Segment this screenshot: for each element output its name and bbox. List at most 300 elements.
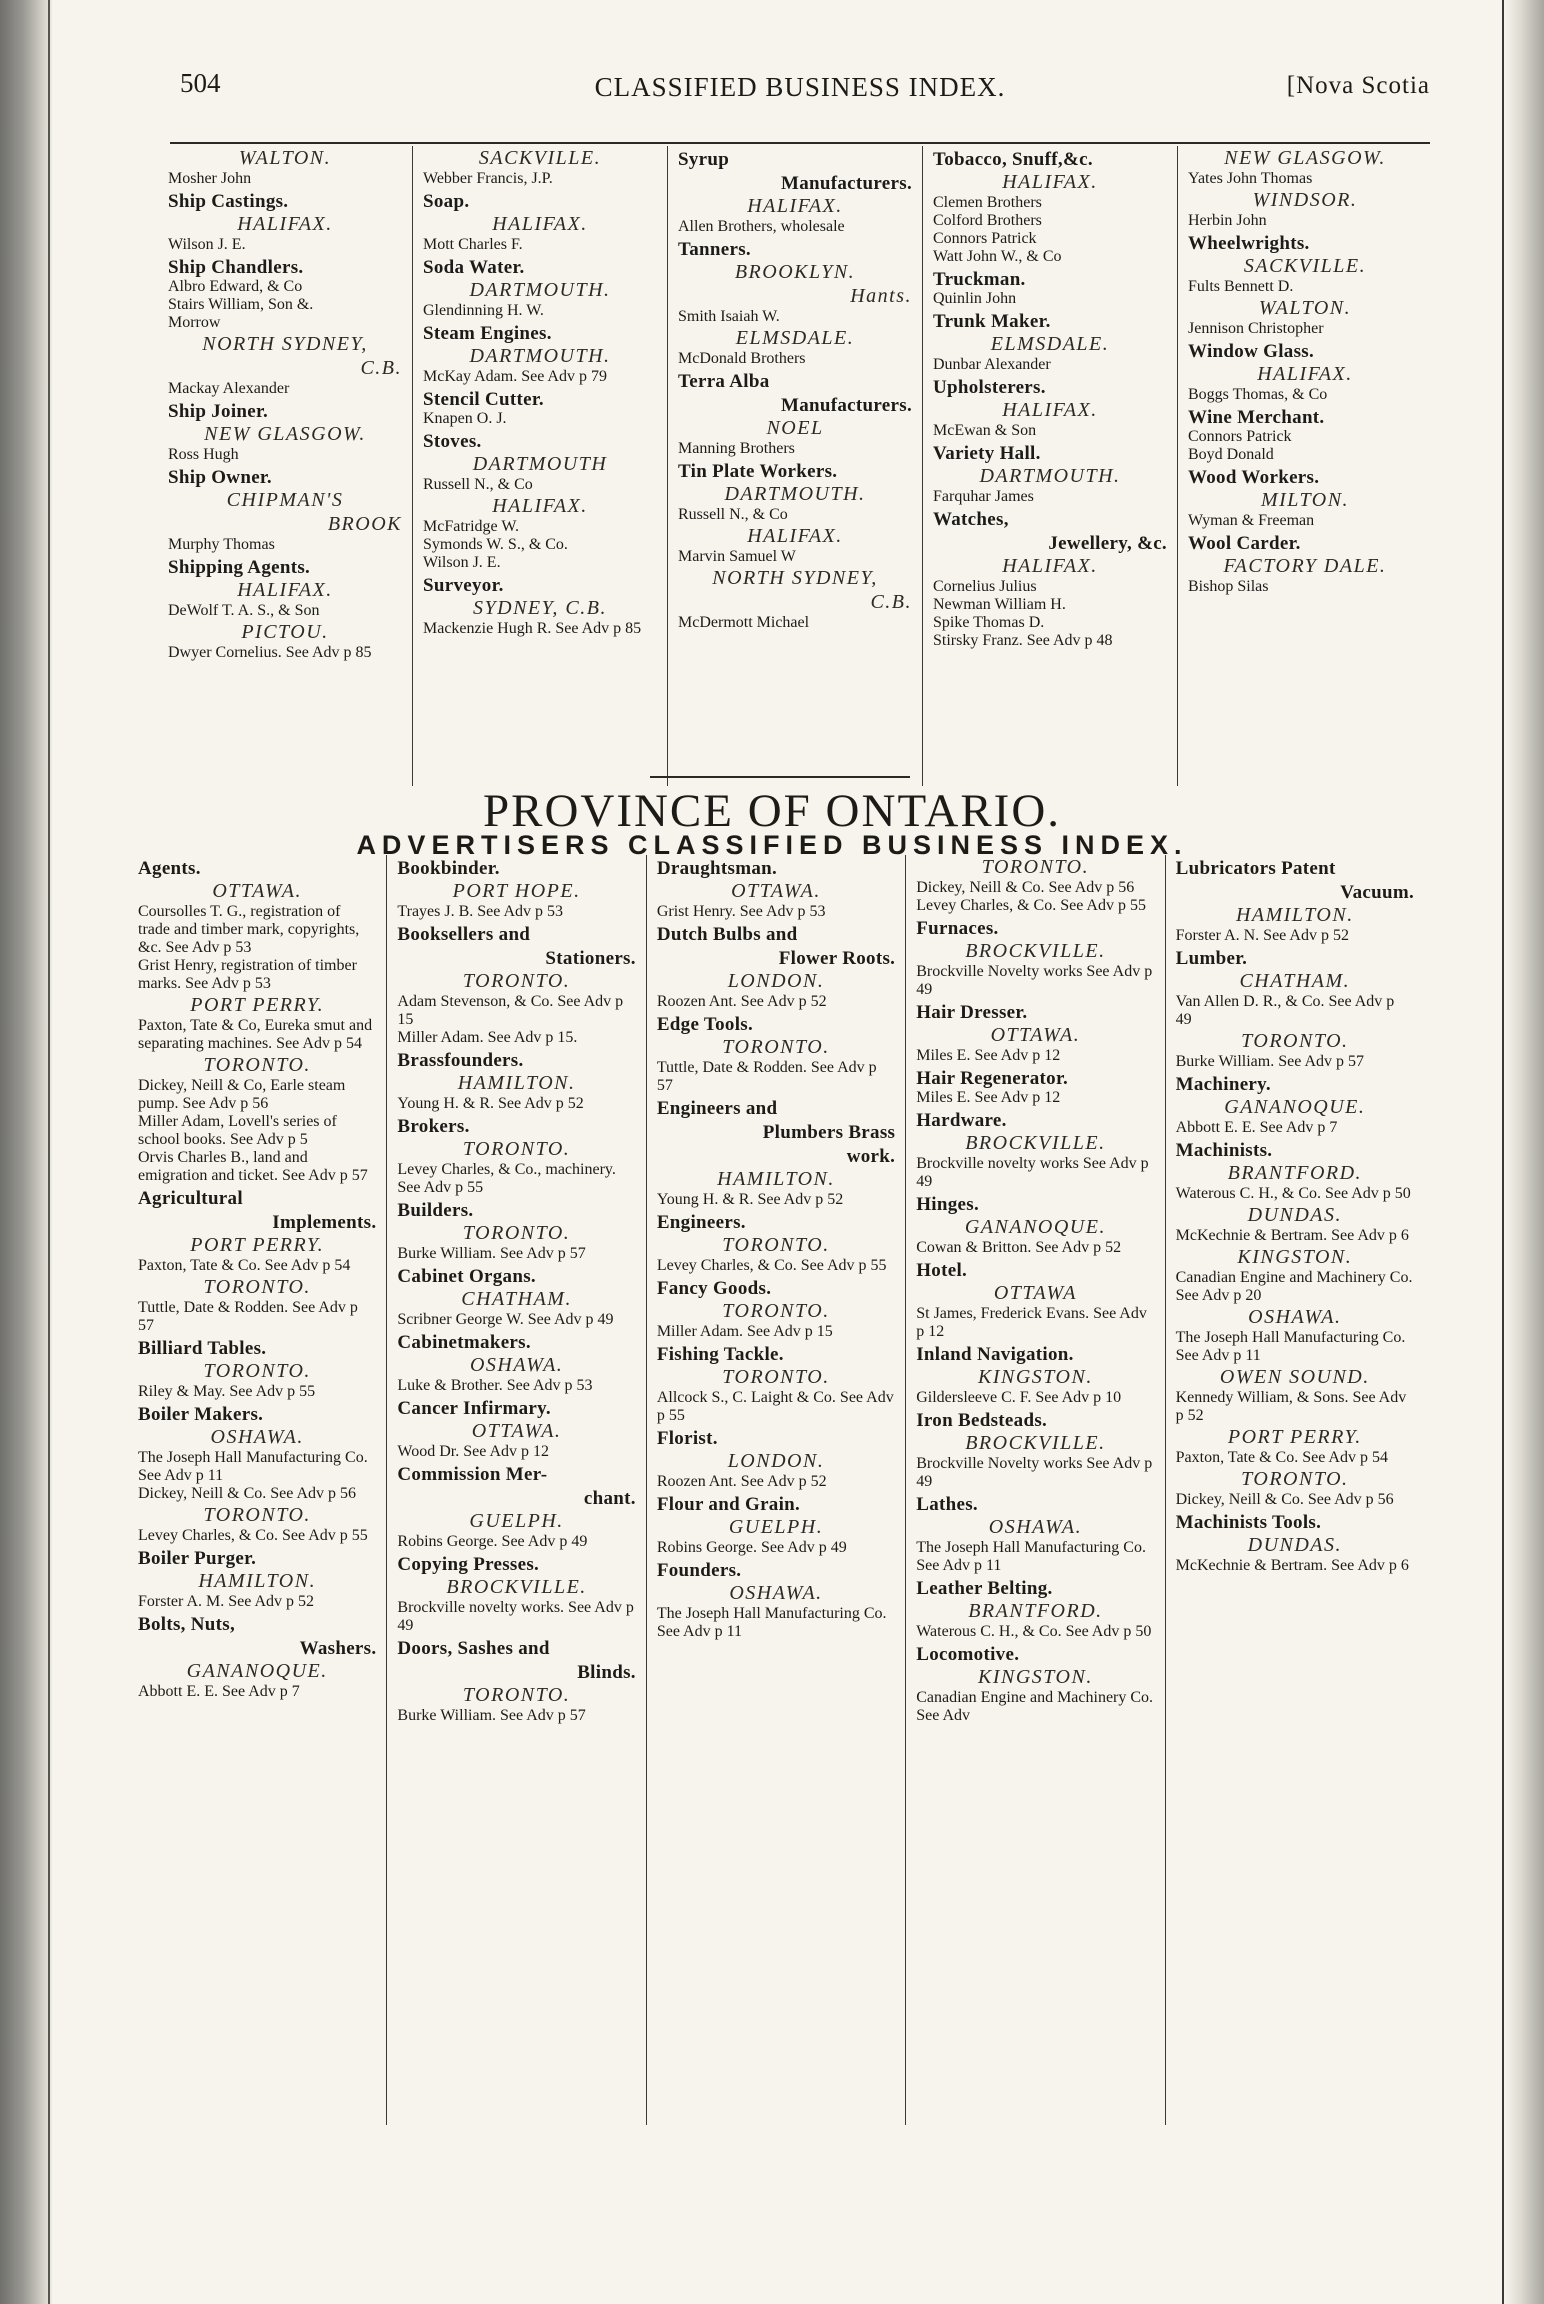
category-heading: Terra Alba [678, 371, 770, 392]
listing-entry: Riley & May. See Adv p 55 [138, 1383, 316, 1400]
listing-entry: The Joseph Hall Manufacturing Co. See Adv p 11 [1175, 1329, 1406, 1364]
town-name: PORT PERRY. [190, 994, 325, 1016]
listing-entry: Paxton, Tate & Co. See Adv p 54 [138, 1257, 351, 1274]
town-name: OTTAWA. [731, 880, 821, 902]
town-name: SYDNEY, C.B. [473, 597, 607, 619]
town-name: HALIFAX. [747, 525, 843, 547]
town-name: NORTH SYDNEY, [712, 567, 878, 589]
listing-entry: McDermott Michael [678, 614, 810, 631]
index-column [922, 146, 1177, 786]
listing-entry: Russell N., & Co [423, 476, 533, 493]
listing-entry: Kennedy William, & Sons. See Adv p 52 [1175, 1389, 1407, 1424]
listing-entry: Symonds W. S., & Co. [423, 536, 568, 553]
listing-entry: Wyman & Freeman [1188, 512, 1315, 529]
listing-entry: Stairs William, Son &. [168, 296, 314, 313]
town-name: DARTMOUTH. [979, 465, 1121, 487]
category-heading: Machinery. [1175, 1074, 1271, 1095]
town-name: OTTAWA. [990, 1024, 1081, 1046]
listing-entry: Canadian Engine and Machinery Co. See Adv p 20 [1175, 1269, 1413, 1304]
town-name: KINGSTON. [1237, 1246, 1353, 1268]
town-name: BROCKVILLE. [965, 1132, 1106, 1154]
category-heading: Fishing Tackle. [656, 1344, 784, 1365]
listing-entry: Luke & Brother. See Adv p 53 [397, 1377, 593, 1394]
category-heading: Tanners. [678, 239, 751, 260]
page-edge-line [1502, 0, 1504, 2304]
town-name: TORONTO. [462, 970, 571, 992]
category-heading: Doors, Sashes and [397, 1638, 550, 1659]
town-name: HAMILTON. [457, 1072, 576, 1094]
region-label: [Nova Scotia [1286, 72, 1430, 99]
category-heading: Boiler Purger. [138, 1548, 257, 1569]
category-heading: Cabinetmakers. [397, 1332, 531, 1353]
category-heading: Jewellery, &c. [1048, 533, 1167, 554]
category-heading: Wood Workers. [1188, 467, 1320, 488]
category-heading: Booksellers and [397, 924, 531, 945]
listing-entry: Van Allen D. R., & Co. See Adv p 49 [1175, 993, 1395, 1028]
listing-entry: Burke William. See Adv p 57 [1175, 1053, 1364, 1070]
listing-entry: Dickey, Neill & Co. See Adv p 56 [138, 1485, 357, 1502]
listing-entry: Robins George. See Adv p 49 [656, 1539, 847, 1556]
town-name: PORT HOPE. [452, 880, 581, 902]
town-name: CHIPMAN'S [226, 489, 344, 511]
listing-entry: Brockville novelty works See Adv p 49 [916, 1155, 1149, 1190]
town-name: OSHAWA. [210, 1426, 304, 1448]
town-name: BROCKVILLE. [446, 1576, 587, 1598]
listing-entry: Dickey, Neill & Co. See Adv p 56 [916, 879, 1135, 896]
category-heading: Bolts, Nuts, [138, 1614, 236, 1635]
category-heading: Implements. [272, 1212, 377, 1233]
town-name: GANANOQUE. [1224, 1096, 1366, 1118]
town-name: NEW GLASGOW. [204, 423, 366, 445]
listing-entry: Morrow [168, 314, 221, 331]
listing-entry: Dwyer Cornelius. See Adv p 85 [168, 644, 372, 661]
listing-entry: Smith Isaiah W. [678, 308, 780, 325]
town-name: HALIFAX. [1002, 555, 1098, 577]
town-name: TORONTO. [1241, 1030, 1349, 1052]
category-heading: Stoves. [423, 431, 482, 452]
category-heading: Lathes. [916, 1494, 978, 1515]
page-edge-shadow [1504, 0, 1544, 2304]
listing-entry: Farquhar James [933, 488, 1034, 505]
category-heading: Furnaces. [916, 918, 999, 939]
listing-entry: McKechnie & Bertram. See Adv p 6 [1175, 1557, 1409, 1574]
category-heading: Flower Roots. [778, 948, 896, 969]
category-heading: Stationers. [545, 948, 636, 969]
town-name: TORONTO. [981, 856, 1090, 878]
category-heading: Agricultural [138, 1188, 243, 1209]
listing-entry: Miller Adam. See Adv p 15. [397, 1029, 578, 1046]
category-heading: Ship Chandlers. [168, 257, 304, 278]
listing-entry: Robins George. See Adv p 49 [397, 1533, 588, 1550]
running-title: CLASSIFIED BUSINESS INDEX. [594, 72, 1006, 102]
town-name: NEW GLASGOW. [1224, 147, 1386, 169]
town-name: OTTAWA. [471, 1420, 562, 1442]
town-name: HALIFAX. [237, 579, 333, 601]
listing-entry: Brockville Novelty works See Adv p 49 [916, 963, 1153, 998]
index-column [386, 855, 645, 2125]
listing-entry: Newman William H. [933, 596, 1066, 613]
listing-entry: Cowan & Britton. See Adv p 52 [916, 1239, 1122, 1256]
listing-entry: Webber Francis, J.P. [423, 170, 553, 187]
town-name: TORONTO. [462, 1684, 571, 1706]
town-name: HALIFAX. [1002, 171, 1098, 193]
category-heading: Billiard Tables. [138, 1338, 267, 1359]
category-heading: Wool Carder. [1188, 533, 1301, 554]
town-name: KINGSTON. [978, 1366, 1093, 1388]
listing-entry: Tuttle, Date & Rodden. See Adv p 57 [138, 1299, 358, 1334]
town-name: TORONTO. [722, 1300, 830, 1322]
page-binding [0, 0, 52, 2304]
listing-entry: McDonald Brothers [678, 350, 806, 367]
category-heading: Trunk Maker. [933, 311, 1051, 332]
town-name: DARTMOUTH. [469, 345, 611, 367]
listing-entry: Brockville novelty works. See Adv p 49 [397, 1599, 634, 1634]
listing-entry: Jennison Christopher [1188, 320, 1324, 337]
category-heading: Florist. [656, 1428, 718, 1449]
index-column [158, 146, 412, 786]
listing-entry: Wilson J. E. [168, 236, 246, 253]
town-name: BROOKLYN. [734, 261, 856, 283]
town-name: GUELPH. [469, 1510, 564, 1532]
category-heading: Wheelwrights. [1188, 233, 1310, 254]
listing-entry: Quinlin John [933, 290, 1017, 307]
town-name: CHATHAM. [461, 1288, 572, 1310]
listing-entry: Murphy Thomas [168, 536, 275, 553]
listing-entry: Burke William. See Adv p 57 [397, 1245, 586, 1262]
listing-entry: St James, Frederick Evans. See Adv p 12 [916, 1305, 1147, 1340]
town-name: LONDON. [727, 1450, 825, 1472]
section-divider [650, 776, 910, 778]
listing-entry: Wilson J. E. [423, 554, 501, 571]
town-name: DUNDAS. [1247, 1204, 1343, 1226]
listing-entry: Dickey, Neill & Co. See Adv p 56 [1175, 1491, 1394, 1508]
category-heading: Tobacco, Snuff,&c. [933, 149, 1093, 170]
town-name: PORT PERRY. [190, 1234, 325, 1256]
index-column [412, 146, 667, 786]
town-name: WALTON. [238, 147, 332, 169]
listing-entry: Knapen O. J. [423, 410, 507, 427]
binding-edge-line [48, 0, 50, 2304]
category-heading: Watches, [933, 509, 1009, 530]
town-name: OSHAWA. [1248, 1306, 1342, 1328]
listing-entry: Yates John Thomas [1188, 170, 1313, 187]
listing-entry: Boggs Thomas, & Co [1188, 386, 1328, 403]
listing-entry: Roozen Ant. See Adv p 52 [656, 993, 827, 1010]
listing-entry: McKechnie & Bertram. See Adv p 6 [1175, 1227, 1409, 1244]
listing-entry: Wood Dr. See Adv p 12 [397, 1443, 549, 1460]
listing-entry: The Joseph Hall Manufacturing Co. See Adv p 11 [656, 1605, 887, 1640]
listing-entry: McKay Adam. See Adv p 79 [423, 368, 607, 385]
town-name: ELMSDALE. [990, 333, 1110, 355]
category-heading: Lubricators Patent [1175, 858, 1336, 879]
listing-entry: Paxton, Tate & Co, Eureka smut and separating machines. See Adv p 54 [138, 1017, 373, 1052]
category-heading: Soap. [423, 191, 470, 212]
listing-entry: Abbott E. E. See Adv p 7 [138, 1683, 300, 1700]
category-heading: Hair Regenerator. [916, 1068, 1069, 1089]
category-heading: Leather Belting. [916, 1578, 1053, 1599]
listing-entry: Miles E. See Adv p 12 [916, 1089, 1061, 1106]
category-heading: Founders. [656, 1560, 742, 1581]
town-name: TORONTO. [722, 1366, 830, 1388]
town-name: ELMSDALE. [735, 327, 855, 349]
province-heading: PROVINCE OF ONTARIO. [482, 785, 1062, 837]
category-heading: Steam Engines. [423, 323, 552, 344]
town-name: BROOK [327, 513, 402, 535]
category-heading: Boiler Makers. [138, 1404, 264, 1425]
listing-entry: Abbott E. E. See Adv p 7 [1175, 1119, 1338, 1136]
listing-entry: Forster A. M. See Adv p 52 [138, 1593, 314, 1610]
index-column [1177, 146, 1432, 786]
town-name: PORT PERRY. [1227, 1426, 1362, 1448]
category-heading: work. [846, 1146, 896, 1167]
category-heading: Inland Navigation. [916, 1344, 1074, 1365]
category-heading: Stencil Cutter. [423, 389, 544, 410]
category-heading: Engineers and [656, 1098, 778, 1119]
listing-entry: Levey Charles, & Co. See Adv p 55 [138, 1527, 368, 1544]
listing-entry: Bishop Silas [1188, 578, 1269, 595]
town-name: KINGSTON. [978, 1666, 1093, 1688]
header-rule [170, 142, 1430, 144]
category-heading: Surveyor. [423, 575, 504, 596]
listing-entry: Mackay Alexander [168, 380, 290, 397]
town-name: NORTH SYDNEY, [202, 333, 368, 355]
listing-entry: Cornelius Julius [933, 578, 1037, 595]
category-heading: Ship Owner. [168, 467, 272, 488]
listing-entry: Roozen Ant. See Adv p 52 [656, 1473, 827, 1490]
listing-entry: Miller Adam, Lovell's series of school books. See Adv p 5 [138, 1113, 337, 1148]
listing-entry: Young H. & R. See Adv p 52 [656, 1191, 844, 1208]
listing-entry: Herbin John [1188, 212, 1267, 229]
listing-entry: Brockville Novelty works See Adv p 49 [916, 1455, 1153, 1490]
listing-entry: DeWolf T. A. S., & Son [168, 602, 320, 619]
town-name: HALIFAX. [492, 213, 588, 235]
listing-entry: The Joseph Hall Manufacturing Co. See Adv p 11 [916, 1539, 1146, 1574]
category-heading: Tin Plate Workers. [678, 461, 838, 482]
category-heading: Edge Tools. [656, 1014, 754, 1035]
town-name: TORONTO. [462, 1138, 571, 1160]
town-name: SACKVILLE. [1243, 255, 1367, 277]
town-name: TORONTO. [203, 1504, 311, 1526]
category-heading: Locomotive. [916, 1644, 1020, 1665]
page-header [170, 62, 1430, 112]
category-heading: Variety Hall. [933, 443, 1041, 464]
town-name: HAMILTON. [717, 1168, 835, 1190]
category-heading: Copying Presses. [397, 1554, 540, 1575]
index-column [128, 855, 386, 2125]
listing-entry: Adam Stevenson, & Co. See Adv p 15 [397, 993, 624, 1028]
town-name: HALIFAX. [237, 213, 333, 235]
listing-entry: Boyd Donald [1188, 446, 1274, 463]
page-number: 504 [180, 68, 221, 98]
index-column [905, 855, 1164, 2125]
town-name: BRANTFORD. [968, 1600, 1103, 1622]
listing-entry: Ross Hugh [168, 446, 239, 463]
town-name: PICTOU. [241, 621, 329, 643]
category-heading: Manufacturers. [780, 173, 912, 194]
town-name: OWEN SOUND. [1219, 1366, 1370, 1388]
nova-scotia-index [158, 146, 1432, 786]
category-heading: Builders. [397, 1200, 474, 1221]
listing-entry: Waterous C. H., & Co. See Adv p 50 [916, 1623, 1152, 1640]
index-column [646, 855, 905, 2125]
category-heading: Blinds. [577, 1662, 636, 1683]
listing-entry: Stirsky Franz. See Adv p 48 [933, 632, 1113, 649]
listing-entry: Dickey, Neill & Co, Earle steam pump. See Adv p 56 [138, 1077, 346, 1112]
category-heading: Truckman. [933, 269, 1026, 290]
town-name: HALIFAX. [747, 195, 843, 217]
town-name: TORONTO. [1241, 1468, 1349, 1490]
town-name: WINDSOR. [1252, 189, 1358, 211]
category-heading: Vacuum. [1340, 882, 1415, 903]
town-name: WALTON. [1258, 297, 1352, 319]
town-name: TORONTO. [203, 1360, 311, 1382]
town-name: HALIFAX. [1002, 399, 1098, 421]
listing-entry: Connors Patrick [933, 230, 1037, 247]
town-name: HAMILTON. [1235, 904, 1354, 926]
town-name: OSHAWA. [729, 1582, 823, 1604]
town-name: CHATHAM. [1239, 970, 1351, 992]
listing-entry: Colford Brothers [933, 212, 1042, 229]
category-heading: Ship Joiner. [168, 401, 269, 422]
listing-entry: Spike Thomas D. [933, 614, 1045, 631]
listing-entry: Allen Brothers, wholesale [678, 218, 845, 235]
category-heading: Soda Water. [423, 257, 525, 278]
listing-entry: Marvin Samuel W [678, 548, 796, 565]
listing-entry: Waterous C. H., & Co. See Adv p 50 [1175, 1185, 1411, 1202]
town-name: BROCKVILLE. [965, 940, 1106, 962]
town-name: OSHAWA. [988, 1516, 1083, 1538]
category-heading: Brokers. [397, 1116, 470, 1137]
town-name: TORONTO. [203, 1054, 311, 1076]
town-name: DARTMOUTH [472, 453, 608, 475]
town-name: TORONTO. [203, 1276, 311, 1298]
town-name: DARTMOUTH. [724, 483, 866, 505]
town-name: DUNDAS. [1247, 1534, 1343, 1556]
town-name: TORONTO. [722, 1036, 830, 1058]
town-name: SACKVILLE. [478, 147, 602, 169]
category-heading: Plumbers Brass [762, 1122, 896, 1143]
town-name: TORONTO. [722, 1234, 830, 1256]
listing-entry: Forster A. N. See Adv p 52 [1175, 927, 1349, 944]
category-heading: Hair Dresser. [916, 1002, 1028, 1023]
town-name: MILTON. [1260, 489, 1350, 511]
category-heading: Hardware. [916, 1110, 1007, 1131]
category-heading: Hotel. [916, 1260, 968, 1281]
listing-entry: Allcock S., C. Laight & Co. See Adv p 55 [656, 1389, 894, 1424]
town-name: BRANTFORD. [1227, 1162, 1363, 1184]
listing-entry: Canadian Engine and Machinery Co. See Adv [916, 1689, 1154, 1724]
category-heading: Syrup [678, 149, 730, 170]
town-name: LONDON. [727, 970, 825, 992]
category-heading: Machinists Tools. [1175, 1512, 1322, 1533]
category-heading: Hinges. [916, 1194, 980, 1215]
category-heading: Cancer Infirmary. [397, 1398, 551, 1419]
section-heading: ADVERTISERS CLASSIFIED BUSINESS INDEX. [356, 830, 1188, 860]
town-name: DARTMOUTH. [469, 279, 611, 301]
listing-entry: Paxton, Tate & Co. See Adv p 54 [1175, 1449, 1388, 1466]
listing-entry: Trayes J. B. See Adv p 53 [397, 903, 564, 920]
category-heading: Shipping Agents. [168, 557, 311, 578]
town-name: OTTAWA. [212, 880, 303, 902]
category-heading: Lumber. [1175, 948, 1248, 969]
town-name: BROCKVILLE. [965, 1432, 1106, 1454]
listing-entry: Fults Bennett D. [1188, 278, 1294, 295]
listing-entry: Mott Charles F. [423, 236, 523, 253]
listing-entry: McEwan & Son [933, 422, 1037, 439]
listing-entry: Coursolles T. G., registration of trade and timber mark, copyrights, &c. See Adv p 53 [138, 903, 360, 956]
town-name: C.B. [870, 591, 912, 613]
index-column [667, 146, 922, 786]
listing-entry: Orvis Charles B., land and emigration and ticket. See Adv p 57 [138, 1149, 368, 1184]
category-heading: Upholsterers. [933, 377, 1046, 398]
listing-entry: McFatridge W. [423, 518, 519, 535]
listing-entry: Grist Henry, registration of timber marks. See Adv p 53 [138, 957, 357, 992]
category-heading: Dutch Bulbs and [656, 924, 798, 945]
category-heading: Window Glass. [1188, 341, 1315, 362]
category-heading: Machinists. [1175, 1140, 1273, 1161]
listing-entry: The Joseph Hall Manufacturing Co. See Adv p 11 [138, 1449, 368, 1484]
listing-entry: Russell N., & Co [678, 506, 788, 523]
listing-entry: Grist Henry. See Adv p 53 [656, 903, 826, 920]
listing-entry: Gildersleeve C. F. See Adv p 10 [916, 1389, 1122, 1406]
category-heading: Draughtsman. [656, 858, 778, 879]
listing-entry: Manning Brothers [678, 440, 795, 457]
category-heading: Washers. [299, 1638, 377, 1659]
listing-entry: Watt John W., & Co [933, 248, 1062, 265]
listing-entry: Levey Charles, & Co. See Adv p 55 [656, 1257, 887, 1274]
category-heading: Wine Merchant. [1188, 407, 1325, 428]
listing-entry: Young H. & R. See Adv p 52 [397, 1095, 584, 1112]
town-name: GUELPH. [728, 1516, 824, 1538]
listing-entry: Mosher John [168, 170, 252, 187]
ontario-index [128, 855, 1424, 2125]
listing-entry: Scribner George W. See Adv p 49 [397, 1311, 614, 1328]
listing-entry: Albro Edward, & Co [168, 278, 303, 295]
category-heading: Flour and Grain. [656, 1494, 801, 1515]
town-name: FACTORY DALE. [1223, 555, 1387, 577]
index-column [1165, 855, 1424, 2125]
category-heading: Iron Bedsteads. [916, 1410, 1048, 1431]
town-name: NOEL [766, 417, 824, 439]
town-name: TORONTO. [462, 1222, 571, 1244]
listing-entry: Dunbar Alexander [933, 356, 1051, 373]
town-name: HALIFAX. [492, 495, 588, 517]
listing-entry: Levey Charles, & Co., machinery. See Adv p 55 [397, 1161, 616, 1196]
listing-entry: Levey Charles, & Co. See Adv p 55 [916, 897, 1146, 914]
category-heading: Cabinet Organs. [397, 1266, 536, 1287]
category-heading: chant. [583, 1488, 636, 1509]
category-heading: Agents. [138, 858, 201, 879]
category-heading: Bookbinder. [397, 858, 500, 879]
category-heading: Commission Mer- [397, 1464, 548, 1485]
listing-entry: Glendinning H. W. [423, 302, 544, 319]
town-name: Hants. [850, 285, 912, 307]
listing-entry: Burke William. See Adv p 57 [397, 1707, 586, 1724]
town-name: C.B. [360, 357, 402, 379]
town-name: OTTAWA [993, 1282, 1077, 1304]
category-heading: Engineers. [656, 1212, 746, 1233]
category-heading: Manufacturers. [780, 395, 912, 416]
town-name: GANANOQUE. [186, 1660, 328, 1682]
listing-entry: Miller Adam. See Adv p 15 [656, 1323, 833, 1340]
listing-entry: Connors Patrick [1188, 428, 1292, 445]
category-heading: Brassfounders. [397, 1050, 524, 1071]
town-name: OSHAWA. [469, 1354, 564, 1376]
town-name: HAMILTON. [198, 1570, 317, 1592]
category-heading: Ship Castings. [168, 191, 289, 212]
town-name: GANANOQUE. [964, 1216, 1106, 1238]
town-name: HALIFAX. [1257, 363, 1353, 385]
